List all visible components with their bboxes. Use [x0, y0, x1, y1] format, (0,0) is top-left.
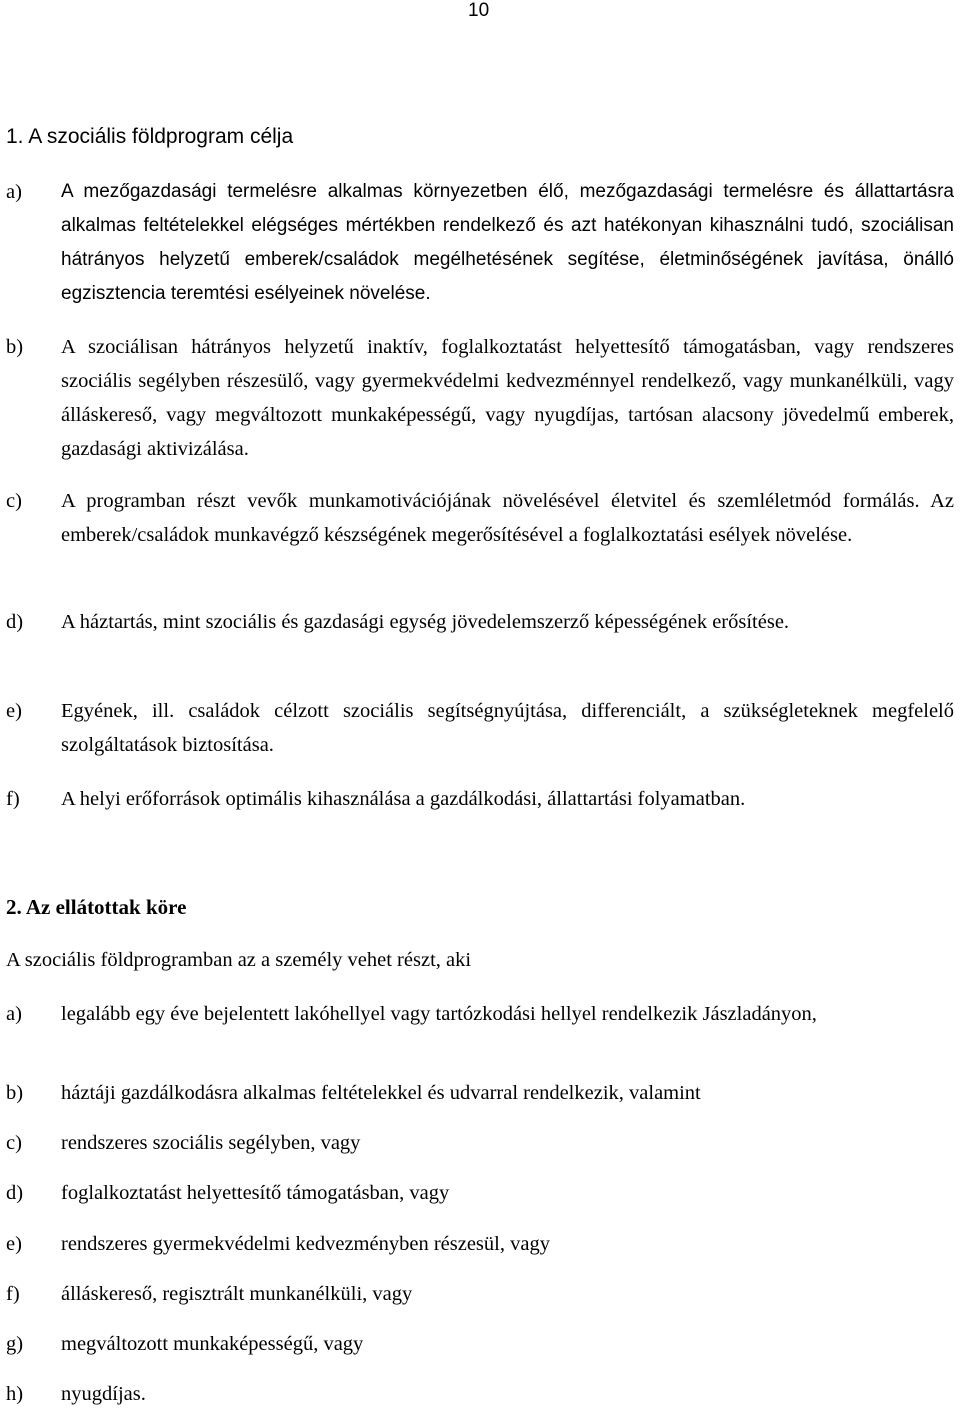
- list-marker: b): [6, 1082, 24, 1104]
- list-marker: d): [6, 611, 24, 633]
- list-item-text: A programban részt vevők munkamotivációjának növelésével életvitel és szemléletmód formálás. Az emberek/családok munkavégző készségének megerősítésével a foglalkoztatási esélyek növelése.: [61, 490, 954, 546]
- list-marker: c): [6, 1132, 22, 1154]
- list-marker: f): [6, 788, 20, 810]
- list-item-text: foglalkoztatást helyettesítő támogatásban, vagy: [61, 1182, 450, 1204]
- list-item-text: legalább egy éve bejelentett lakóhellyel vagy tartózkodási hellyel rendelkezik Jászladányon,: [61, 1003, 817, 1025]
- section-1-title: 1. A szociális földprogram célja: [6, 125, 294, 148]
- list-marker: e): [6, 1233, 22, 1255]
- list-marker: a): [6, 181, 22, 203]
- section-2-item-a: [6, 997, 954, 1031]
- section-1-item-d: [6, 605, 954, 639]
- section-2-item-e: [6, 1227, 954, 1261]
- list-marker: e): [6, 700, 22, 722]
- section-1-item-b: [6, 330, 954, 466]
- list-marker: h): [6, 1383, 24, 1405]
- list-marker: c): [6, 490, 22, 512]
- section-2-title: 2. Az ellátottak köre: [6, 895, 187, 919]
- section-2-item-c: [6, 1126, 954, 1160]
- section-2-item-b: [6, 1076, 954, 1110]
- list-marker: b): [6, 336, 24, 358]
- list-item-text: Egyének, ill. családok célzott szociális segítségnyújtása, differenciált, a szükségleteknek megfelelő szolgáltatások biztosítása.: [61, 700, 954, 756]
- list-item-text: megváltozott munkaképességű, vagy: [61, 1333, 364, 1355]
- list-marker: g): [6, 1333, 24, 1355]
- list-marker: f): [6, 1283, 20, 1305]
- section-1: [6, 123, 954, 151]
- section-2: [6, 893, 954, 921]
- list-item-text: háztáji gazdálkodásra alkalmas feltételekkel és udvarral rendelkezik, valamint: [61, 1082, 701, 1104]
- list-marker: a): [6, 1003, 22, 1025]
- list-marker: d): [6, 1182, 24, 1204]
- section-1-item-f: [6, 782, 954, 816]
- list-item-text: A mezőgazdasági termelésre alkalmas környezetben élő, mezőgazdasági termelésre és állattartásra alkalmas feltételekkel elégséges mértékben rendelkező és azt hatékonyan kihasználni tudó, szociálisan hátrányos helyzetű emberek/családok megélhetésének segítése, életminőségének javítása, önálló egzisztencia teremtési esélyeinek növelése.: [61, 181, 954, 304]
- section-2-item-g: [6, 1327, 954, 1361]
- list-item-text: rendszeres gyermekvédelmi kedvezményben részesül, vagy: [61, 1233, 550, 1255]
- list-item-text: nyugdíjas.: [61, 1383, 146, 1405]
- section-1-item-c: [6, 484, 954, 552]
- section-1-item-e: [6, 694, 954, 762]
- page-number: 10: [468, 0, 490, 21]
- section-2-item-f: [6, 1277, 954, 1311]
- list-item-text: álláskereső, regisztrált munkanélküli, vagy: [61, 1283, 413, 1305]
- section-2-item-d: [6, 1176, 954, 1210]
- list-item-text: rendszeres szociális segélyben, vagy: [61, 1132, 361, 1154]
- list-item-text: A háztartás, mint szociális és gazdasági egység jövedelemszerző képességének erősítése.: [61, 611, 790, 633]
- list-item-text: A helyi erőforrások optimális kihasználása a gazdálkodási, állattartási folyamatban.: [61, 788, 746, 810]
- section-1-item-a: [6, 175, 954, 311]
- section-2-item-h: [6, 1377, 954, 1411]
- section-2-lead: A szociális földprogramban az a személy vehet részt, aki: [6, 949, 472, 971]
- list-item-text: A szociálisan hátrányos helyzetű inaktív, foglalkoztatást helyettesítő támogatásban, vagy rendszeres szociális segélyben részesülő, vagy gyermekvédelmi kedvezménnyel rendelkező, vagy munkanélküli, vagy álláskereső, vagy megváltozott munkaképességű, vagy nyugdíjas, tartósan alacsony jövedelmű emberek, gazdasági aktivizálása.: [61, 336, 954, 460]
